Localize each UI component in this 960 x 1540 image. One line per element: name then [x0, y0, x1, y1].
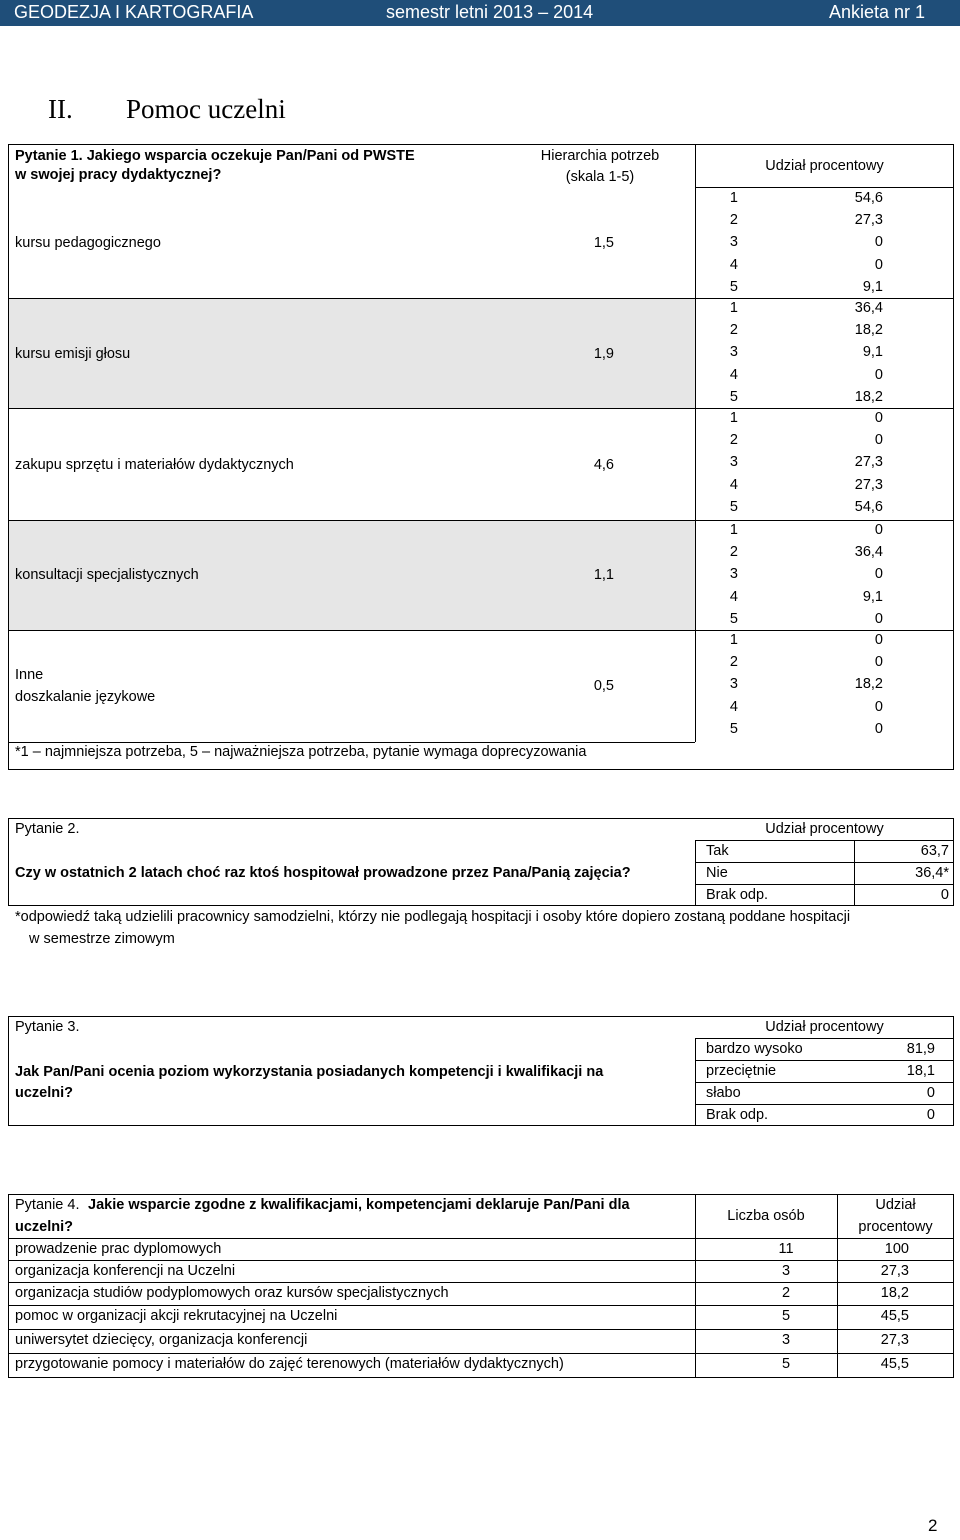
q2-label: Pytanie 2.	[15, 821, 80, 837]
header-faculty: GEODEZJA I KARTOGRAFIA	[14, 2, 254, 22]
q1-scale-value: 2	[729, 544, 738, 561]
q4-count: 3	[781, 1332, 791, 1348]
q1-group-average: 0,5	[593, 678, 614, 694]
q1-share-value: 27,3	[854, 454, 883, 471]
q1-share-header: Udział procentowy	[765, 158, 884, 174]
q1-scale-value: 5	[729, 498, 738, 515]
q1-share-value: 0	[874, 566, 883, 583]
q1-group-average: 4,6	[593, 457, 614, 473]
q1-share-value: 36,4	[854, 300, 883, 316]
q4-count-header: Liczba osób	[727, 1208, 805, 1224]
q1-footnote: *1 – najmniejsza potrzeba, 5 – najważniejsza potrzeba, pytanie wymaga doprecyzowania	[15, 744, 587, 760]
q3-answer-share: 0	[926, 1107, 935, 1123]
q1-group-average: 1,1	[593, 567, 614, 583]
q2-row-divider	[695, 840, 954, 841]
q1-share-value: 0	[874, 720, 883, 737]
q1-scale-value: 2	[729, 654, 738, 671]
q2-answer-label: Tak	[706, 843, 729, 859]
q4-count: 3	[781, 1263, 791, 1279]
q4-activity: uniwersytet dziecięcy, organizacja konferencji	[15, 1332, 308, 1348]
q1-group-label: kursu pedagogicznego	[15, 235, 161, 251]
q3-answer-share: 18,1	[906, 1063, 935, 1079]
q1-hierarchy-header: Hierarchia potrzeb	[540, 148, 660, 164]
q1-header-divider	[695, 187, 954, 188]
q1-scale-value: 2	[729, 432, 738, 449]
q4-count: 5	[781, 1356, 791, 1372]
q3-question-cont: uczelni?	[15, 1085, 74, 1101]
q4-activity: organizacja studiów podyplomowych oraz kursów specjalistycznych	[15, 1285, 449, 1301]
q1-scale-value: 3	[729, 676, 738, 693]
q1-group-average: 1,9	[593, 346, 614, 362]
q1-question-cont: w swojej pracy dydaktycznej?	[15, 167, 222, 183]
q4-activity: przygotowanie pomocy i materiałów do zajęć terenowych (materiałów dydaktycznych)	[15, 1356, 564, 1372]
q4-share: 18,2	[880, 1285, 909, 1301]
page-number: 2	[928, 1516, 938, 1535]
q1-group-average: 1,5	[593, 235, 614, 251]
q4-share-header-cont: procentowy	[858, 1219, 933, 1235]
q1-scale-value: 3	[729, 566, 738, 583]
q3-row-divider	[695, 1060, 954, 1061]
q2-share-header: Udział procentowy	[765, 821, 884, 837]
q1-scale-value: 5	[729, 388, 738, 405]
q1-share-value: 0	[874, 366, 883, 383]
q1-share-value: 18,2	[854, 388, 883, 405]
q4-count: 11	[778, 1241, 794, 1257]
q1-scale-value: 5	[729, 610, 738, 627]
q4-question-cont: uczelni?	[15, 1219, 74, 1235]
q3-row-divider	[695, 1082, 954, 1083]
q3-share-header: Udział procentowy	[765, 1019, 884, 1035]
q1-share-value: 0	[874, 234, 883, 251]
q4-share: 45,5	[880, 1308, 909, 1324]
q2-row-divider	[695, 884, 954, 885]
section-number: II.	[48, 94, 73, 124]
q1-scale-value: 5	[729, 278, 738, 295]
q4-activity: pomoc w organizacji akcji rekrutacyjnej na Uczelni	[15, 1308, 338, 1324]
q2-footnote-cont: w semestrze zimowym	[29, 931, 175, 947]
q4-row-divider	[8, 1353, 954, 1354]
q1-scale-value: 3	[729, 454, 738, 471]
q1-share-value: 0	[874, 522, 883, 538]
q2-answer-label: Brak odp.	[706, 887, 769, 903]
q1-share-value: 9,1	[862, 344, 883, 361]
q1-share-value: 0	[874, 654, 883, 671]
q1-group-label: zakupu sprzętu i materiałów dydaktycznych	[15, 457, 294, 473]
q1-scale-value: 3	[729, 234, 738, 251]
q1-share-value: 0	[874, 256, 883, 273]
q1-share-value: 27,3	[854, 212, 883, 229]
header-semester: semestr letni 2013 – 2014	[386, 2, 594, 22]
q4-row-divider	[8, 1329, 954, 1330]
q4-share: 27,3	[880, 1263, 909, 1279]
q1-scale-value: 1	[729, 410, 738, 426]
q3-answer-label: Brak odp.	[706, 1107, 769, 1123]
q3-answer-share: 81,9	[906, 1041, 935, 1057]
q4-count: 2	[781, 1285, 791, 1301]
q4-share: 100	[884, 1241, 909, 1257]
q1-scale-value: 4	[729, 588, 738, 605]
q1-scale-value: 2	[729, 322, 738, 339]
q3-question: Jak Pan/Pani ocenia poziom wykorzystania posiadanych kompetencji i kwalifikacji na	[15, 1064, 604, 1080]
q1-scale-value: 1	[729, 300, 738, 316]
q2-answer-share: 36,4*	[915, 865, 949, 881]
q4-share-header: Udział	[875, 1197, 916, 1213]
q3-answer-label: bardzo wysoko	[706, 1041, 803, 1057]
q2-row-divider	[695, 862, 954, 863]
q1-scale-value: 2	[729, 212, 738, 229]
q1-scale-value: 4	[729, 476, 738, 493]
section-heading: Pomoc uczelni	[126, 94, 286, 124]
q4-share: 45,5	[880, 1356, 909, 1372]
q3-row-divider	[695, 1038, 954, 1039]
q1-share-value: 27,3	[854, 476, 883, 493]
q1-share-value: 0	[874, 432, 883, 449]
q1-group-label: Inne	[15, 667, 44, 683]
q1-scale-value: 1	[729, 632, 738, 648]
q4-count: 5	[781, 1308, 791, 1324]
q1-group-sublabel: doszkalanie językowe	[15, 689, 156, 705]
q4-activity: organizacja konferencji na Uczelni	[15, 1263, 236, 1279]
q2-question: Czy w ostatnich 2 latach choć raz ktoś hospitował prowadzone przez Pana/Panią zajęcia?	[15, 865, 631, 881]
q1-scale-value: 1	[729, 522, 738, 538]
q1-group-label: konsultacji specjalistycznych	[15, 567, 199, 583]
q1-question: Pytanie 1. Jakiego wsparcia oczekuje Pan/Pani od PWSTE	[15, 148, 415, 164]
q1-share-value: 54,6	[854, 190, 883, 206]
q3-answer-label: przeciętnie	[706, 1063, 777, 1079]
q1-group-label: kursu emisji głosu	[15, 346, 131, 362]
q1-share-value: 0	[874, 410, 883, 426]
q2-col-divider	[695, 840, 696, 906]
q1-scale-value: 4	[729, 698, 738, 715]
q2-answer-share: 0	[940, 887, 949, 903]
q1-share-value: 9,1	[862, 588, 883, 605]
q1-share-value: 9,1	[862, 278, 883, 295]
q1-share-value: 0	[874, 632, 883, 648]
q2-answer-label: Nie	[706, 865, 728, 881]
q4-label: Pytanie 4.	[15, 1197, 80, 1213]
q2-footnote: *odpowiedź taką udzielili pracownicy samodzielni, którzy nie podlegają hospitacji i osoby które dopiero zostaną poddane hospitacji	[15, 909, 851, 925]
q1-scale-value: 5	[729, 720, 738, 737]
q3-answer-share: 0	[926, 1085, 935, 1101]
q1-share-value: 54,6	[854, 498, 883, 515]
q3-answer-label: słabo	[706, 1085, 741, 1101]
q3-row-divider	[695, 1104, 954, 1105]
q1-share-value: 18,2	[854, 676, 883, 693]
q4-share: 27,3	[880, 1332, 909, 1348]
q4-activity: prowadzenie prac dyplomowych	[15, 1241, 222, 1257]
header-survey-number: Ankieta nr 1	[829, 2, 926, 22]
q4-row-divider	[8, 1282, 954, 1283]
q4-row-divider	[8, 1305, 954, 1306]
q4-row-divider	[8, 1260, 954, 1261]
q1-scale-value: 1	[729, 190, 738, 206]
q4-question: Jakie wsparcie zgodne z kwalifikacjami, kompetencjami deklaruje Pan/Pani dla	[88, 1197, 630, 1213]
q2-answer-share: 63,7	[920, 843, 949, 859]
q1-scale-value: 4	[729, 256, 738, 273]
q1-share-value: 36,4	[854, 544, 883, 561]
page-header	[0, 0, 960, 26]
q1-scale-value: 3	[729, 344, 738, 361]
q1-share-value: 0	[874, 610, 883, 627]
q1-col-divider	[695, 144, 696, 742]
q3-label: Pytanie 3.	[15, 1019, 80, 1035]
q1-hierarchy-scale: (skala 1-5)	[565, 169, 635, 185]
q1-scale-value: 4	[729, 366, 738, 383]
q1-share-value: 18,2	[854, 322, 883, 339]
q4-row-divider	[8, 1238, 954, 1239]
q2-col-divider	[854, 840, 855, 906]
q1-share-value: 0	[874, 698, 883, 715]
